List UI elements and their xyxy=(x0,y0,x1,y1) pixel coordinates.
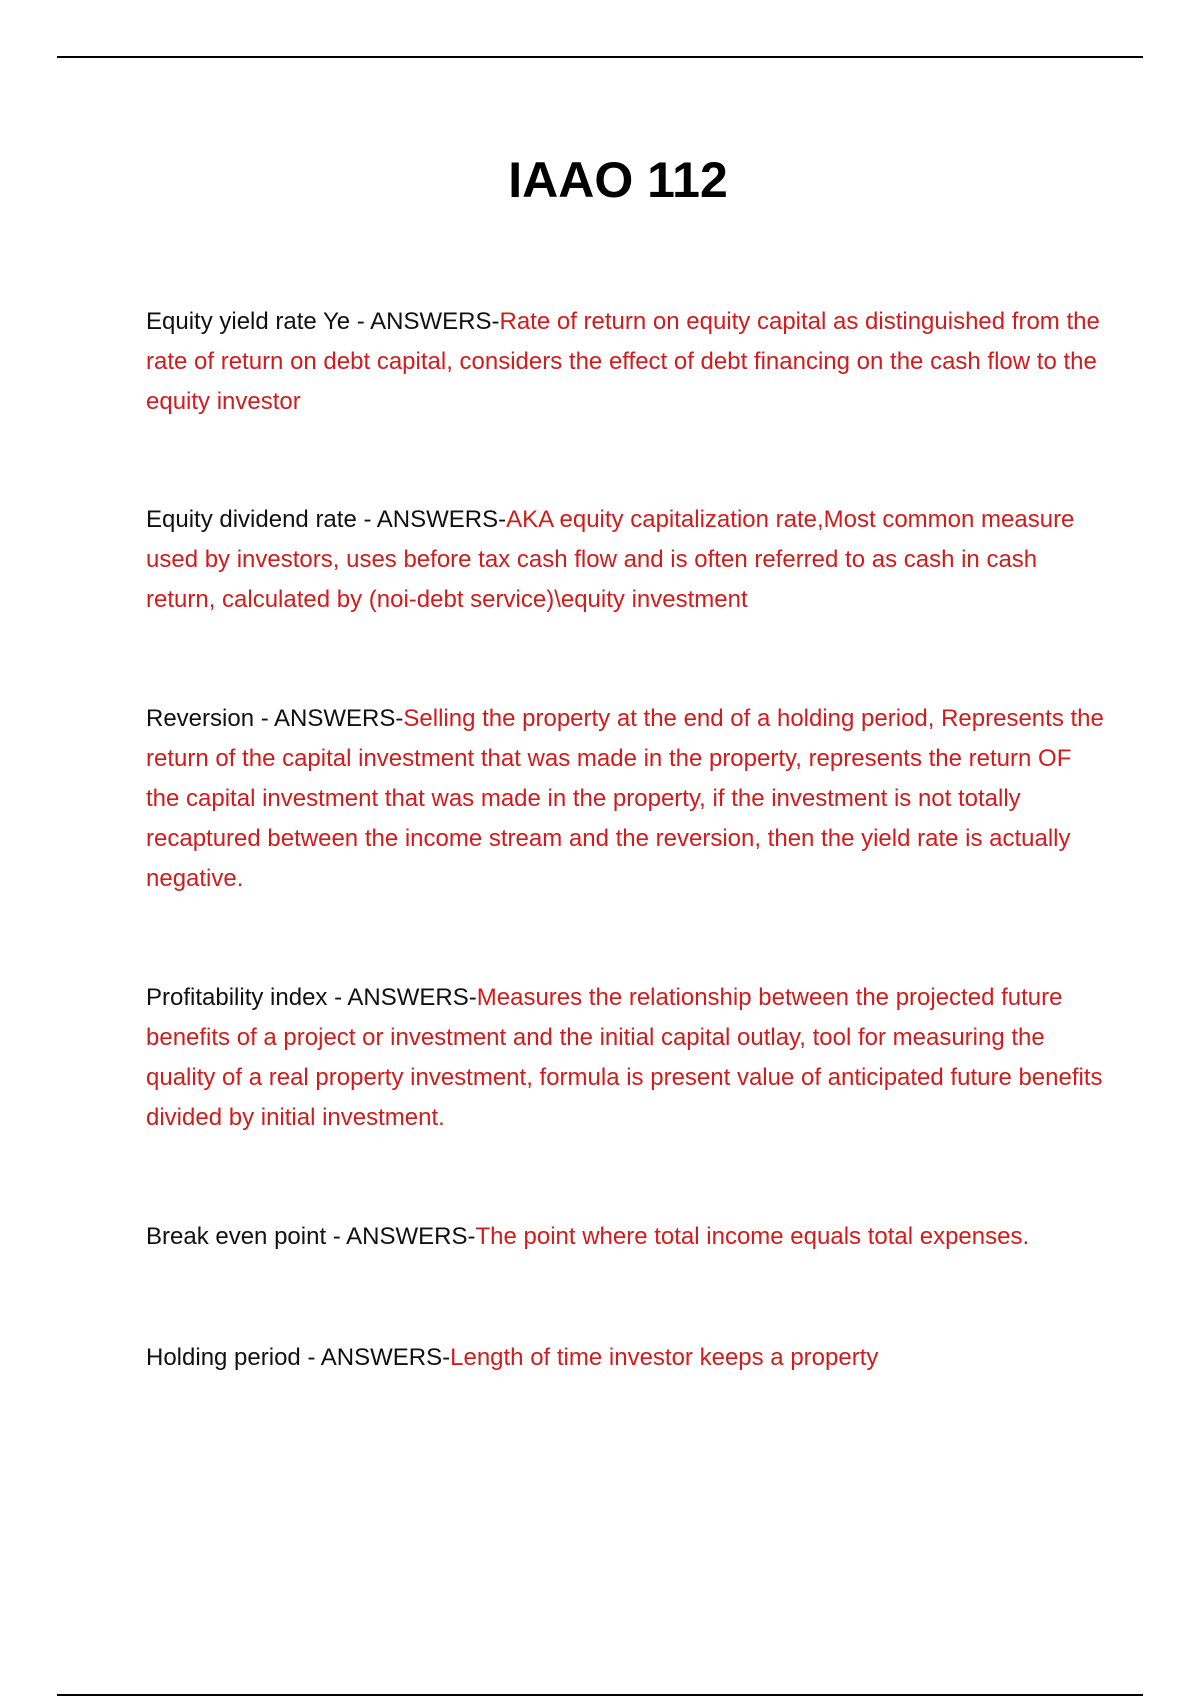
entry-holding-period xyxy=(146,1338,1106,1378)
top-rule xyxy=(57,56,1143,58)
entry-term: Holding period - ANSWERS- xyxy=(146,1344,451,1371)
entry-term: Equity dividend rate - ANSWERS- xyxy=(146,506,507,533)
entry-term: Break even point - ANSWERS- xyxy=(146,1223,476,1250)
page-title: IAAO 112 xyxy=(508,152,728,208)
entry-reversion xyxy=(146,699,1106,899)
entry-answer: Length of time investor keeps a property xyxy=(450,1344,879,1371)
entry-answer: Selling the property at the end of a holding period, Represents the return of the capital investment that was made in the property, represents the return OF the capital investment that was made in the property, if the investment is not totally recaptured between the income stream and the reversion, then the yield rate is actually negative. xyxy=(146,705,1104,892)
entry-answer: AKA equity capitalization rate,Most common measure used by investors, uses before tax cash flow and is often referred to as cash in cash return, calculated by (noi-debt service)\equity investment xyxy=(146,506,1075,613)
entry-equity-dividend-rate xyxy=(146,500,1106,620)
entry-equity-yield-rate xyxy=(146,302,1106,422)
entry-answer: Rate of return on equity capital as distinguished from the rate of return on debt capital, considers the effect of debt financing on the cash flow to the equity investor xyxy=(146,308,1100,415)
entry-profitability-index xyxy=(146,978,1106,1138)
bottom-rule xyxy=(57,1694,1143,1696)
entry-answer: The point where total income equals total expenses. xyxy=(475,1223,1030,1250)
entry-break-even-point xyxy=(146,1217,1106,1257)
entry-answer: Measures the relationship between the projected future benefits of a project or investment and the initial capital outlay, tool for measuring the quality of a real property investment, formula is present value of anticipated future benefits divided by initial investment. xyxy=(146,984,1103,1131)
entry-term: Profitability index - ANSWERS- xyxy=(146,984,477,1011)
entry-term: Reversion - ANSWERS- xyxy=(146,705,404,732)
entry-term: Equity yield rate Ye - ANSWERS- xyxy=(146,308,500,335)
